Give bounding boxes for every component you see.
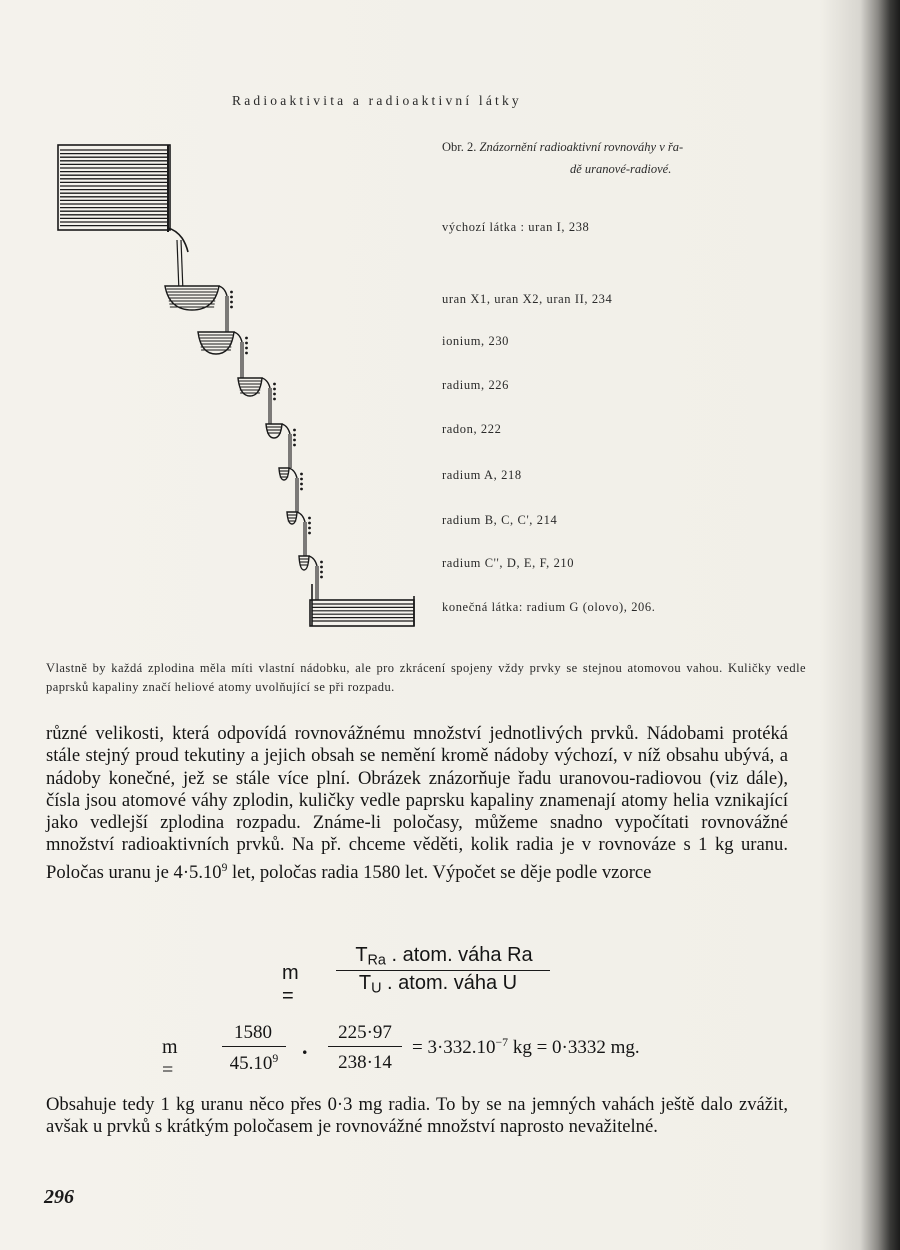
formula-2-lhs: m = xyxy=(162,1036,178,1081)
vessels xyxy=(165,286,323,600)
formula-2-frac2-bar xyxy=(328,1046,402,1047)
formula-1-denominator: $T_U$ . atom. váha U xyxy=(358,972,518,997)
paragraph-1-exponent: 9 xyxy=(221,861,228,874)
series-label-2: ionium, 230 xyxy=(442,334,510,348)
running-header: Radioaktivita a radioaktivní látky xyxy=(232,93,522,108)
body-paragraph-2 xyxy=(46,1094,788,1139)
series-label-0: výchozí látka : uran I, 238 xyxy=(442,220,590,234)
figure-note: Vlastně by každá zplodina měla míti vlastní nádobku, ale pro zkrácení spojeny vždy prvky se stejnou atomovou vahou. Kuličky vedle paprsků kapaliny značí heliové atomy uvolňující se při rozpadu. xyxy=(46,661,806,694)
vessel-3 xyxy=(266,424,296,468)
series-label-3: radium, 226 xyxy=(442,378,510,392)
formula-2-frac1-bar xyxy=(222,1046,286,1047)
series-label-8: konečná látka: radium G (olovo), 206. xyxy=(442,600,656,614)
vessel-1 xyxy=(198,332,248,378)
body-paragraph-1 xyxy=(46,723,788,884)
series-label-6: radium B, C, C', 214 xyxy=(442,513,558,527)
formula-2-dot: . xyxy=(302,1034,308,1059)
vessel-0 xyxy=(165,286,233,332)
series-label-4: radon, 222 xyxy=(442,422,502,436)
series-label-5: radium A, 218 xyxy=(442,468,522,482)
figure-title-continued: dě uranové-radiové. xyxy=(570,162,672,176)
figure-caption xyxy=(442,136,802,180)
formula-2-result: = $3\cdot 332.10^{-7}$ kg = 0·3332 mg. xyxy=(412,1036,640,1059)
paragraph-2-text: Obsahuje tedy 1 kg uranu něco přes 0·3 mg radia. To by se na jemných vahách ještě dalo zvážit, avšak u prvků s krátkým poločasem je rovnovážné množství naprosto nevažitelné. xyxy=(46,1094,788,1138)
figure-number: Obr. 2. xyxy=(442,140,477,154)
vessel-6 xyxy=(299,556,323,600)
vessel-2 xyxy=(238,378,276,424)
paragraph-1-text: různé velikosti, která odpovídá rovnovážnému množství jednotlivých prvků. Nádobami protéká stále stejný proud tekutiny a jejich obsah se nemění kromě nádoby výchozí, v níž obsahu ubývá, a nádoby konečné, jež se stále více plní. Obrázek znázorňuje řadu uranovou-radiovou (viz dále), čísla jsou atomové váhy zplodin, kuličky vedle paprsku kapaliny znamenají atomy helia vznikající jako vedlejší zplodina rozpadu. Známe-li poločasy, můžeme snadno vypočítati rovnovážné množství radioaktivních prvků. Na př. chceme věděti, kolik radia je v rovnováze s 1 kg uranu. Poločas uranu je 4·5.10 xyxy=(46,723,788,883)
final-tank xyxy=(310,584,414,626)
formula-2-frac1-den: 45.10$^9$ xyxy=(229,1052,279,1075)
formula-1-numerator: $T_{Ra}$ . atom. váha Ra xyxy=(355,944,533,969)
figure-title: Znázornění radioaktivní rovnováhy v řa- xyxy=(479,140,684,154)
series-label-1: uran X1, uran X2, uran II, 234 xyxy=(442,292,613,306)
vessel-4 xyxy=(279,468,303,512)
formula-2-frac2-den: 238·14 xyxy=(338,1052,392,1073)
vessel-5 xyxy=(287,512,311,556)
source-tank xyxy=(58,145,188,292)
series-label-7: radium C'', D, E, F, 210 xyxy=(442,556,575,570)
formula-2-frac1-num: 1580 xyxy=(234,1022,272,1043)
page-number: 296 xyxy=(44,1186,74,1208)
formula-2-frac2-num: 225·97 xyxy=(338,1022,392,1043)
paragraph-1-end: let, poločas radia 1580 let. Výpočet se děje podle vzorce xyxy=(227,861,652,883)
formula-1-lhs: m = xyxy=(282,962,299,1007)
